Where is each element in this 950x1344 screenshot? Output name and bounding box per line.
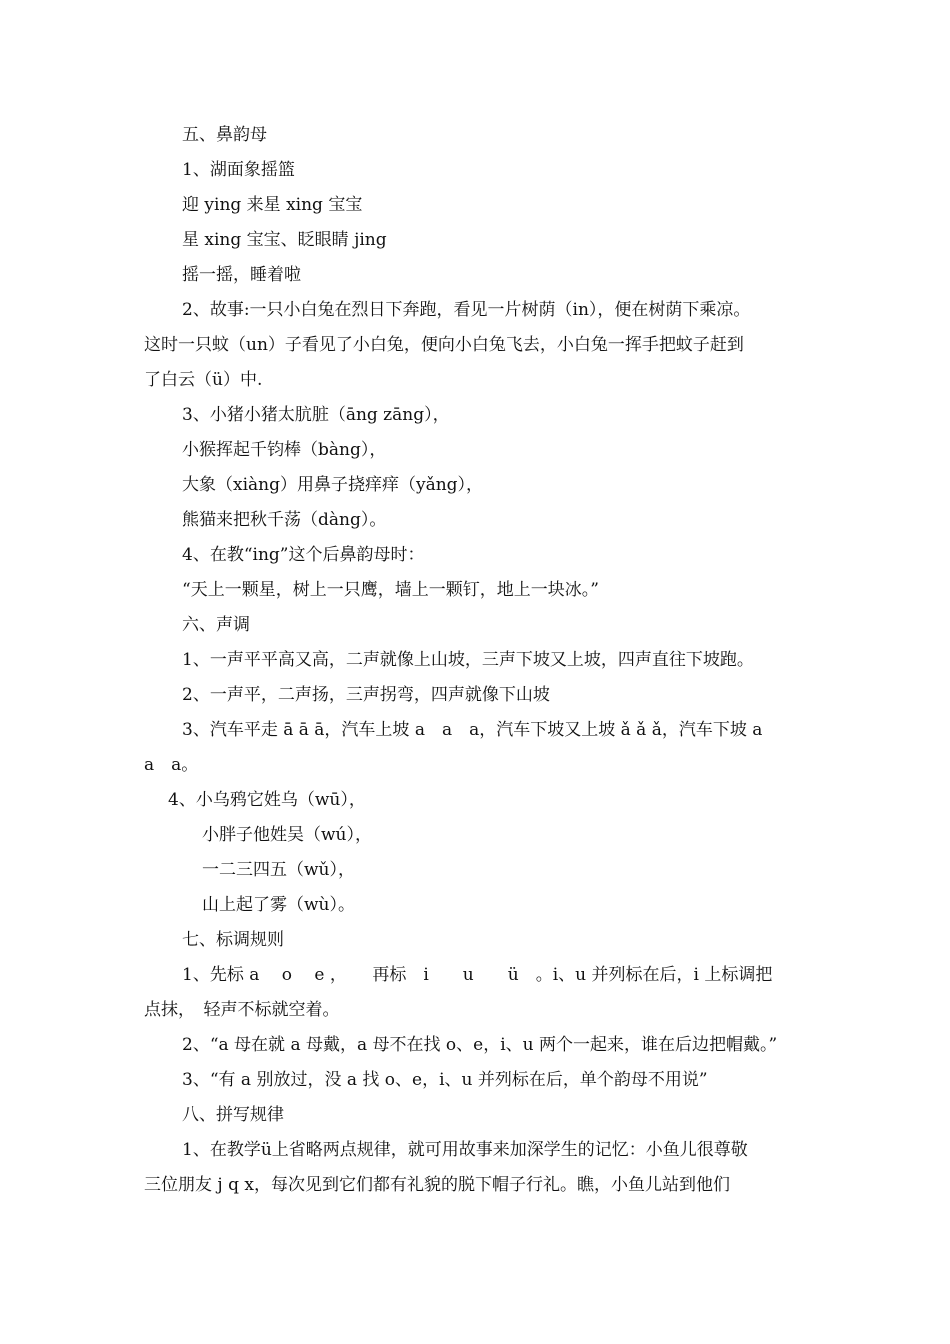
text-line: 迎 ying 来星 xing 宝宝 xyxy=(182,195,363,215)
text-line: “天上一颗星，树上一只鹰，墙上一颗钉，地上一块冰。” xyxy=(182,580,599,600)
text-line: 山上起了雾（wù）。 xyxy=(202,895,355,915)
text-line: 摇一摇，睡着啦 xyxy=(182,265,301,285)
text-line: 2、“a 母在就 a 母戴，a 母不在找 o、e，i、u 两个一起来，谁在后边把帽戴。” xyxy=(182,1035,778,1055)
text-line: 4、小乌鸦它姓乌（wū）， xyxy=(168,790,366,810)
text-line: 1、湖面象摇篮 xyxy=(182,160,295,180)
text-line: 点抹， 轻声不标就空着。 xyxy=(144,1000,340,1020)
text-line: 4、在教“ing”这个后鼻韵母时： xyxy=(182,545,425,565)
text-line: 了白云（ü）中. xyxy=(144,370,263,390)
text-line: 3、小猪小猪太肮脏（āng zāng）， xyxy=(182,405,450,425)
text-line: 1、先标 a o e ， 再标 i u ü 。i、u 并列标在后，i 上标调把 xyxy=(182,965,773,985)
text-line: a a。 xyxy=(144,755,199,775)
text-line: 3、“有 a 别放过，没 a 找 o、e，i、u 并列标在后，单个韵母不用说” xyxy=(182,1070,708,1090)
text-line: 小胖子他姓吴（wú）， xyxy=(202,825,372,845)
text-line: 小猴挥起千钧棒（bàng）， xyxy=(182,440,387,460)
section-heading-nasal-finals: 五、鼻韵母 xyxy=(182,125,267,145)
section-heading-tone-marking: 七、标调规则 xyxy=(182,930,284,950)
section-heading-spelling-rules: 八、拼写规律 xyxy=(182,1105,284,1125)
text-line: 星 xing 宝宝、眨眼睛 jing xyxy=(182,230,387,250)
text-line: 熊猫来把秋千荡（dàng）。 xyxy=(182,510,387,530)
text-line: 2、故事:一只小白兔在烈日下奔跑，看见一片树荫（in），便在树荫下乘凉。 xyxy=(182,300,751,320)
text-line: 一二三四五（wǔ）， xyxy=(202,860,355,880)
text-line: 2、一声平，二声扬，三声拐弯，四声就像下山坡 xyxy=(182,685,550,705)
text-line: 3、汽车平走 ā ā ā，汽车上坡 a a a，汽车下坡又上坡 ǎ ǎ ǎ，汽车下坡 a xyxy=(182,720,763,740)
text-line: 1、在教学ü上省略两点规律，就可用故事来加深学生的记忆：小鱼儿很尊敬 xyxy=(182,1140,748,1160)
text-line: 这时一只蚊（un）子看见了小白兔，便向小白兔飞去，小白兔一挥手把蚊子赶到 xyxy=(144,335,744,355)
text-line: 大象（xiàng）用鼻子挠痒痒（yǎng）， xyxy=(182,475,484,495)
text-line: 三位朋友 j q x，每次见到它们都有礼貌的脱下帽子行礼。瞧，小鱼儿站到他们 xyxy=(144,1175,730,1195)
section-heading-tones: 六、声调 xyxy=(182,615,250,635)
text-line: 1、一声平平高又高，二声就像上山坡，三声下坡又上坡，四声直往下坡跑。 xyxy=(182,650,754,670)
